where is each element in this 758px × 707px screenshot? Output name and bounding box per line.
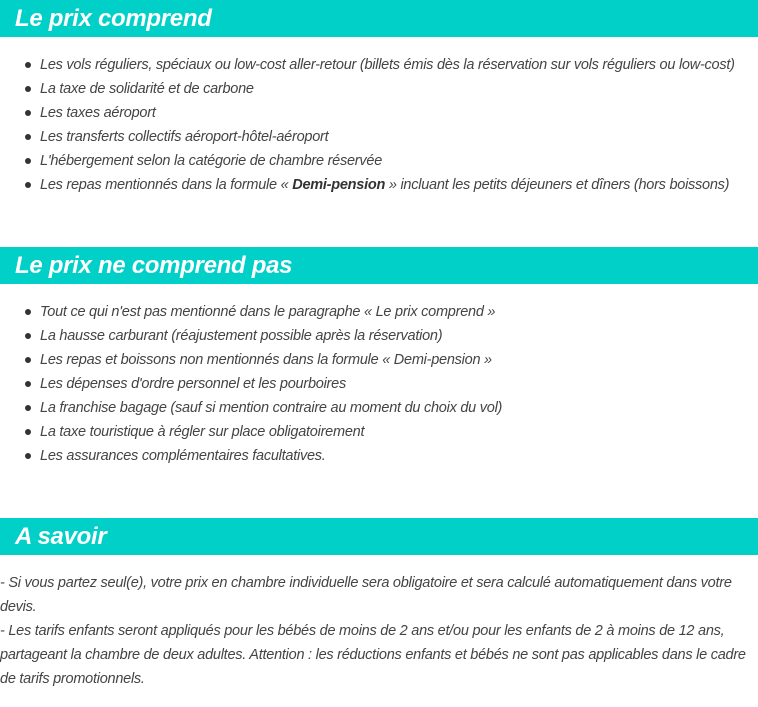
list-item-text: Les repas et boissons non mentionnés dans la formule « Demi-pension » bbox=[40, 352, 492, 368]
list-item-text: La hausse carburant (réajustement possible après la réservation) bbox=[40, 328, 443, 344]
list-item bbox=[0, 101, 735, 125]
list-item-text: Les taxes aéroport bbox=[40, 105, 156, 121]
section-header-prix-ne-comprend-pas: Le prix ne comprend pas bbox=[0, 247, 758, 284]
list-item-text: Les vols réguliers, spéciaux ou low-cost aller-retour (billets émis dès la réservation sur vols réguliers ou low-cost) bbox=[40, 57, 735, 73]
bullet-icon bbox=[25, 110, 31, 116]
bullet-icon bbox=[25, 357, 31, 363]
bullet-icon bbox=[25, 429, 31, 435]
list-item bbox=[0, 125, 735, 149]
list-item-text: Les dépenses d'ordre personnel et les pourboires bbox=[40, 376, 346, 392]
list-item bbox=[0, 324, 502, 348]
bullet-icon bbox=[25, 134, 31, 140]
list-item bbox=[0, 396, 502, 420]
list-item-text: La franchise bagage (sauf si mention contraire au moment du choix du vol) bbox=[40, 400, 503, 416]
list-item bbox=[0, 77, 735, 101]
bullet-icon bbox=[25, 333, 31, 339]
list-item bbox=[0, 348, 502, 372]
info-paragraph-child-rates: - Les tarifs enfants seront appliqués pour les bébés de moins de 2 ans et/ou pour les enfants de 2 à moins de 12 ans, partageant la chambre de deux adultes. Attention : les réductions enfants et bébés ne sont pas applicables dans le cadre de tarifs promotionnels. bbox=[0, 623, 746, 687]
list-item bbox=[0, 372, 502, 396]
bullet-icon bbox=[25, 158, 31, 164]
list-item bbox=[0, 149, 735, 173]
info-paragraph-single-room: - Si vous partez seul(e), votre prix en chambre individuelle sera obligatoire et sera calculé automatiquement dans votre devis. bbox=[0, 575, 732, 615]
list-item bbox=[0, 53, 735, 77]
bullet-icon bbox=[25, 405, 31, 411]
list-item bbox=[0, 300, 502, 324]
list-item-text: L'hébergement selon la catégorie de chambre réservée bbox=[40, 153, 383, 169]
list-item bbox=[0, 173, 735, 197]
list-item-text-before: Les repas mentionnés dans la formule « bbox=[40, 177, 293, 193]
list-item-text: Les assurances complémentaires facultatives. bbox=[40, 448, 326, 464]
bullet-icon bbox=[25, 62, 31, 68]
bullet-icon bbox=[25, 381, 31, 387]
list-item bbox=[0, 420, 502, 444]
bullet-icon bbox=[25, 309, 31, 315]
demi-pension-emphasis: Demi-pension bbox=[292, 177, 386, 193]
list-item-text: La taxe touristique à régler sur place obligatoirement bbox=[40, 424, 365, 440]
section-header-prix-comprend: Le prix comprend bbox=[0, 0, 758, 37]
excluded-list bbox=[0, 300, 502, 468]
list-item-text-after: » incluant les petits déjeuners et dîners (hors boissons) bbox=[385, 177, 730, 193]
list-item-text: Les transferts collectifs aéroport-hôtel-aéroport bbox=[40, 129, 329, 145]
list-item-text: La taxe de solidarité et de carbone bbox=[40, 81, 254, 97]
list-item bbox=[0, 444, 502, 468]
a-savoir-body bbox=[0, 571, 752, 691]
list-item-text: Tout ce qui n'est pas mentionné dans le paragraphe « Le prix comprend » bbox=[40, 304, 496, 320]
included-list bbox=[0, 53, 735, 197]
bullet-icon bbox=[25, 86, 31, 92]
bullet-icon bbox=[25, 182, 31, 188]
bullet-icon bbox=[25, 453, 31, 459]
section-header-a-savoir: A savoir bbox=[0, 518, 758, 555]
